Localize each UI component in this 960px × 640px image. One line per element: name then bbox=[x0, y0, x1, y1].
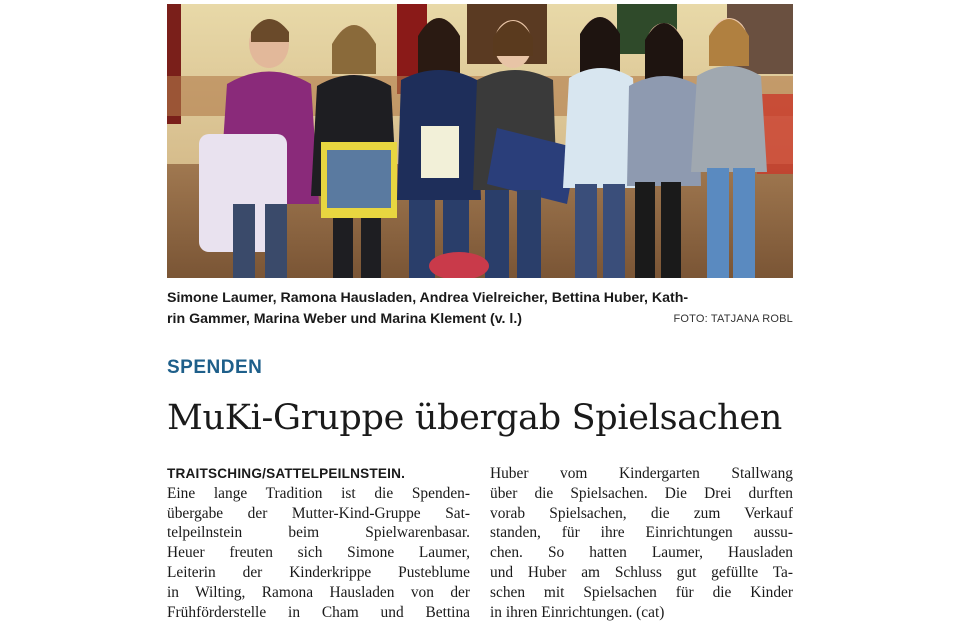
newspaper-article bbox=[167, 4, 793, 640]
body-line: in ihren Einrichtungen. (cat) bbox=[490, 603, 665, 621]
group-photo bbox=[167, 4, 793, 278]
body-line: Frühförderstelle in Cham und Bettina bbox=[167, 603, 470, 621]
body-line: und Huber am Schluss gut gefüllte Ta- bbox=[490, 563, 793, 581]
photo-credit: FOTO: TATJANA ROBL bbox=[673, 313, 793, 325]
body-line: vorab Spielsachen, die zum Verkauf bbox=[490, 504, 793, 522]
caption-line-2: rin Gammer, Marina Weber und Marina Klement (v. l.) bbox=[167, 311, 523, 327]
body-column-2 bbox=[490, 464, 793, 622]
body-line: Huber vom Kindergarten Stallwang bbox=[490, 465, 793, 482]
photo-caption bbox=[167, 288, 793, 330]
body-line: übergabe der Mutter-Kind-Gruppe Sat- bbox=[167, 504, 470, 522]
body-line: Eine lange Tradition ist die Spenden- bbox=[167, 484, 470, 502]
body-line: über die Spielsachen. Die Drei durften bbox=[490, 484, 793, 502]
dateline: TRAITSCHING/SATTELPEILNSTEIN. bbox=[167, 466, 406, 481]
body-line: schen mit Spielsachen für die Kinder bbox=[490, 583, 793, 601]
caption-line-1: Simone Laumer, Ramona Hausladen, Andrea Vielreicher, Bettina Huber, Kath- bbox=[167, 290, 689, 306]
body-line: standen, für ihre Einrichtungen aussu- bbox=[490, 524, 793, 542]
body-column-1 bbox=[167, 464, 470, 622]
section-kicker: SPENDEN bbox=[167, 357, 263, 378]
body-line: chen. So hatten Laumer, Hausladen bbox=[490, 544, 793, 562]
body-line: telpeilnstein beim Spielwarenbasar. bbox=[167, 524, 470, 542]
body-line: in Wilting, Ramona Hausladen von der bbox=[167, 583, 470, 601]
body-line: Heuer freuten sich Simone Laumer, bbox=[167, 544, 470, 562]
body-line: Leiterin der Kinderkrippe Pusteblume bbox=[167, 563, 470, 581]
headline: MuKi-Gruppe übergab Spielsachen bbox=[167, 398, 783, 438]
